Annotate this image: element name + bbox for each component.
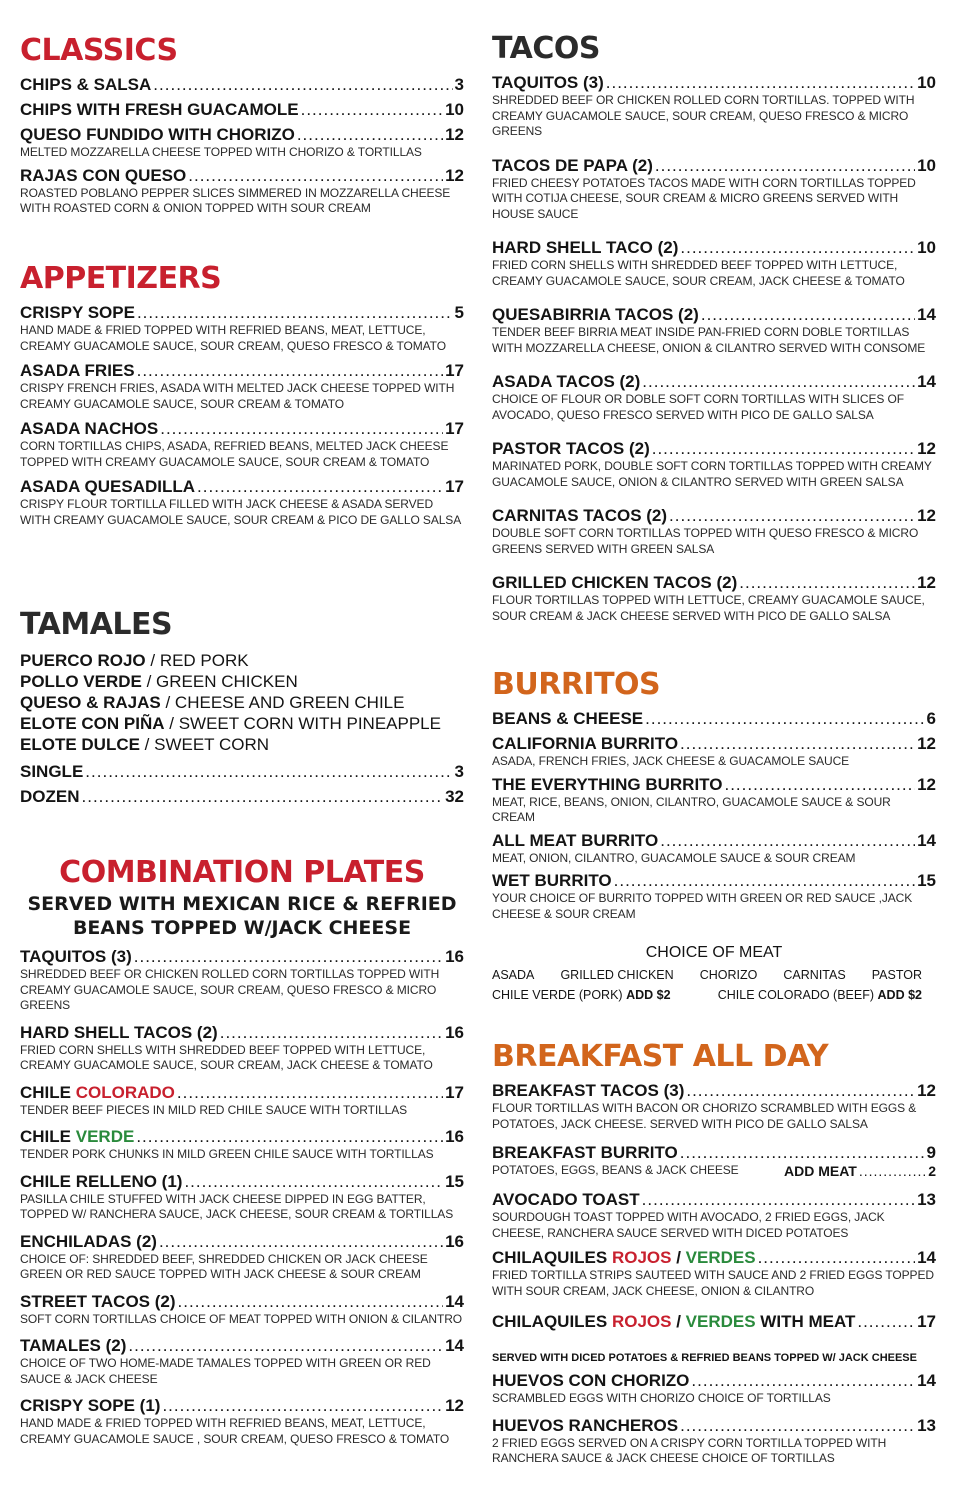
item-price: 16 [445,1231,464,1251]
tamale-variety: QUESO & RAJAS / CHEESE AND GREEN CHILE [20,693,405,712]
breakfast-section [492,1040,936,1467]
item-price: 14 [917,372,936,391]
leader-dots [680,237,915,258]
leader-dots [655,155,915,176]
menu-item [492,371,936,423]
leader-dots [128,1335,443,1356]
item-name: BREAKFAST BURRITO [492,1143,678,1162]
item-name: GRILLED CHICKEN TACOS (2) [492,573,738,592]
leader-dots [691,1370,915,1391]
item-price: 12 [917,1081,936,1100]
menu-item [20,1126,464,1163]
item-description: HAND MADE & FRIED TOPPED WITH REFRIED BEANS, MEAT, LETTUCE, CREAMY GUACAMOLE SAUCE , SOUR CREAM, QUESO FRESCO & TOMATO [20,1416,450,1446]
item-description: YOUR CHOICE OF BURRITO TOPPED WITH GREEN OR RED SAUCE ,JACK CHEESE & SOUR CREAM [492,891,913,921]
item-price: 10 [917,238,936,257]
item-description: MEAT, RICE, BEANS, ONION, CILANTRO, GUACAMOLE SAUCE & SOUR CREAM [492,794,891,824]
item-name: CRISPY SOPE [20,303,135,322]
item-description: FRIED TORTILLA STRIPS SAUTEED WITH SAUCE AND 2 FRIED EGGS TOPPED WITH SOUR CREAM, JACK CHEESE, ONION & CILANTRO [492,1268,934,1298]
item-name: THE EVERYTHING BURRITO [492,774,723,794]
item-name: QUESO FUNDIDO WITH CHORIZO [20,125,295,144]
leader-dots [857,1311,915,1332]
menu-item [20,124,464,161]
menu-item-chilaquiles-meat [492,1311,936,1332]
item-price: 32 [445,787,464,806]
meat-extra-chile-colorado: CHILE COLORADO (BEEF) ADD $2 [717,988,922,1002]
leader-dots [642,371,915,392]
item-name: CHILAQUILES ROJOS / VERDES [492,1248,756,1267]
item-name: HARD SHELL TACO (2) [492,238,679,257]
leader-dots [177,1082,443,1103]
meat-option: PASTOR [871,968,922,982]
menu-item [20,1082,464,1119]
item-description: SOFT CORN TORTILLAS CHOICE OF MEAT TOPPED WITH ONION & CILANTRO [20,1311,462,1326]
item-price: 13 [917,1190,936,1209]
item-description: SHREDDED BEEF OR CHICKEN ROLLED CORN TORTILLAS TOPPED WITH CREAMY GUACAMOLE SAUCE, SOUR CREAM, QUESO FRESCO & MICRO GREENS [20,967,440,1012]
tacos-title: TACOS [492,31,600,66]
burritos-title: BURRITOS [492,667,661,702]
menu-item [20,360,464,412]
menu-item [492,237,936,289]
item-name: STREET TACOS (2) [20,1291,176,1311]
leader-dots [642,1189,915,1210]
item-name: CHILE COLORADO [20,1082,175,1102]
menu-item [492,733,936,770]
item-price: 17 [917,1312,936,1331]
item-price: 16 [445,1022,464,1042]
item-price: 6 [926,709,936,728]
item-name: RAJAS CON QUESO [20,165,187,185]
classics-title: CLASSICS [20,33,178,68]
menu-item [20,786,464,807]
appetizers-section [20,262,464,528]
tacos-section [492,32,936,624]
menu-item [492,1415,936,1467]
item-description: FRIED CHEESY POTATOES TACOS MADE WITH CORN TORTILLAS TOPPED WITH COTIJA CHEESE, SOUR CREAM & MICRO GREENS SERVED WITH HOUSE SAUCE [492,175,916,221]
item-price: 12 [917,573,936,592]
item-name: CARNITAS TACOS (2) [492,506,668,525]
breakfast-title: BREAKFAST ALL DAY [492,1039,829,1074]
item-description: SOURDOUGH TOAST TOPPED WITH AVOCADO, 2 FRIED EGGS, JACK CHEESE, RANCHERA SAUCE SERVED WITH DICED POTATOES [492,1210,885,1240]
item-price: 14 [445,1291,464,1311]
item-name: AVOCADO TOAST [492,1190,640,1209]
item-description: POTATOES, EGGS, BEANS & JACK CHEESE [492,1163,739,1177]
menu-item [492,572,936,624]
combination-plates-section [20,856,464,1447]
item-name: ASADA NACHOS [20,419,159,438]
item-name: ASADA TACOS (2) [492,372,641,391]
item-price: 15 [917,871,936,890]
choice-of-meat [492,944,936,1002]
menu-item [20,1291,464,1328]
menu-item-chilaquiles [492,1247,936,1299]
menu-item [492,1370,936,1407]
menu-item [20,1335,464,1387]
item-price: 14 [917,305,936,324]
item-description: SHREDDED BEEF OR CHICKEN ROLLED CORN TORTILLAS. TOPPED WITH CREAMY GUACAMOLE SAUCE, SOUR CREAM, QUESO FRESCO & MICRO GREENS [492,93,915,138]
menu-item [20,302,464,354]
tamale-variety: ELOTE DULCE / SWEET CORN [20,735,270,754]
leader-dots [220,1022,443,1043]
menu-item [20,1022,464,1074]
item-name: QUESABIRRIA TACOS (2) [492,305,699,324]
tamale-varieties [20,650,464,755]
leader-dots [686,1080,915,1101]
tamale-variety: ELOTE CON PIÑA / SWEET CORN WITH PINEAPPLE [20,714,441,733]
item-description: FLOUR TORTILLAS WITH BACON OR CHORIZO SCRAMBLED WITH EGGS & POTATOES, JACK CHEESE. SERVED WITH PICO DE GALLO SALSA [492,1101,917,1131]
meat-option: CARNITAS [783,968,846,982]
leader-dots [134,946,443,967]
item-price: 3 [454,75,464,94]
item-price: 17 [445,361,464,380]
item-description: CHOICE OF TWO HOME-MADE TAMALES TOPPED WITH GREEN OR RED SAUCE & JACK CHEESE [20,1356,431,1386]
menu-item [20,165,464,217]
item-price: 10 [917,73,936,92]
add-meat-option: ADD MEAT ..... 2 [784,1163,936,1179]
breakfast-note: SERVED WITH DICED POTATOES & REFRIED BEANS TOPPED W/ JACK CHEESE [492,1352,917,1364]
choice-of-meat-title: CHOICE OF MEAT [645,944,783,961]
menu-item [20,418,464,470]
item-price: 10 [445,100,464,119]
item-name: TAMALES (2) [20,1336,127,1355]
item-price: 16 [445,1127,464,1146]
meat-option: GRILLED CHICKEN [560,968,674,982]
leader-dots [85,761,452,782]
item-description: ROASTED POBLANO PEPPER SLICES SIMMERED IN MOZZARELLA CHEESE WITH ROASTED CORN & ONION TOPPED WITH SOUR CREAM [20,185,451,215]
appetizers-title: APPETIZERS [20,261,222,296]
item-price: 12 [917,439,936,458]
combination-plates-subtitle: SERVED WITH MEXICAN RICE & REFRIED BEANS TOPPED W/JACK CHEESE [27,893,457,939]
leader-dots [739,572,915,593]
item-price: 9 [926,1143,936,1162]
item-price: 15 [445,1171,464,1191]
leader-dots [652,438,915,459]
leader-dots [724,774,915,795]
item-price: 16 [445,947,464,966]
item-price: 12 [445,165,464,185]
leader-dots [660,830,915,851]
item-price: 17 [445,419,464,438]
item-description: 2 FRIED EGGS SERVED ON A CRISPY CORN TORTILLA TOPPED WITH RANCHERA SAUCE & JACK CHEESE CHOICE OF TORTILLAS [492,1435,887,1465]
menu-item [492,774,936,826]
menu-item [492,870,936,922]
item-description: FRIED CORN SHELLS WITH SHREDDED BEEF TOPPED WITH LETTUCE, CREAMY GUACAMOLE SAUCE, SOUR CREAM, JACK CHEESE & TOMATO [492,258,905,288]
item-description: MEAT, ONION, CILANTRO, GUACAMOLE SAUCE & SOUR CREAM [492,850,856,865]
item-description: MELTED MOZZARELLA CHEESE TOPPED WITH CHORIZO & TORTILLAS [20,145,422,159]
leader-dots [160,418,443,439]
item-name: ASADA FRIES [20,361,135,380]
item-price: 12 [445,125,464,144]
item-name: CHIPS & SALSA [20,75,152,94]
item-price: 5 [454,303,464,322]
item-description: TENDER BEEF BIRRIA MEAT INSIDE PAN-FRIED CORN DOBLE TORTILLAS WITH MOZZARELLA CHEESE, ONION & CILANTRO SERVED WITH CONSOME [492,325,926,355]
item-name: CHILE VERDE [20,1127,135,1146]
tamales-title: TAMALES [20,607,173,642]
item-name: CHILAQUILES ROJOS / VERDES WITH MEAT [492,1312,856,1331]
menu-item [20,1171,464,1223]
leader-dots [178,1291,444,1312]
leader-dots [680,1415,915,1436]
item-description: DOUBLE SOFT CORN TORTILLAS TOPPED WITH QUESO FRESCO & MICRO GREENS SERVED WITH GREEN SALSA [492,526,919,556]
menu-item [20,946,464,1014]
meat-extra-chile-verde: CHILE VERDE (PORK) ADD $2 [492,988,671,1002]
item-name: CHILE RELLENO (1) [20,1171,183,1191]
item-description: FRIED CORN SHELLS WITH SHREDDED BEEF TOPPED WITH LETTUCE, CREAMY GUACAMOLE SAUCE, SOUR CREAM, JACK CHEESE & TOMATO [20,1042,433,1072]
item-name: CHIPS WITH FRESH GUACAMOLE [20,100,299,119]
classics-section [20,34,464,217]
item-description: FLOUR TORTILLAS TOPPED WITH LETTUCE, CREAMY GUACAMOLE SAUCE, SOUR CREAM & JACK CHEESE SERVED WITH PICO DE GALLO SALSA [492,593,925,623]
item-description: MARINATED PORK, DOUBLE SOFT CORN TORTILLAS TOPPED WITH CREAMY GUACAMOLE SAUCE, ONION & CILANTRO SERVED WITH GREEN SALSA [492,459,932,489]
item-price: 14 [917,1248,936,1267]
leader-dots [758,1247,916,1268]
leader-dots [136,1126,443,1147]
item-name: BREAKFAST TACOS (3) [492,1081,685,1100]
item-name: TACOS DE PAPA (2) [492,155,653,175]
combination-plates-title: COMBINATION PLATES [59,855,425,890]
menu-item [20,476,464,528]
item-name: PASTOR TACOS (2) [492,439,650,458]
meat-extras [492,988,936,1002]
leader-dots [159,1231,443,1252]
item-name: TAQUITOS (3) [492,73,604,92]
leader-dots [188,165,443,186]
item-name: HUEVOS RANCHEROS [492,1415,679,1435]
item-name: CALIFORNIA BURRITO [492,734,679,753]
item-price: 13 [917,1415,936,1435]
item-price: 17 [445,1082,464,1102]
leader-dots [701,304,915,325]
item-name: HUEVOS CON CHORIZO [492,1371,690,1390]
item-description: TENDER PORK CHUNKS IN MILD GREEN CHILE SAUCE WITH TORTILLAS [20,1147,434,1161]
item-name: ASADA QUESADILLA [20,477,196,496]
leader-dots [614,870,915,891]
item-price: 14 [445,1336,464,1355]
leader-dots [669,505,915,526]
tamales-section [20,608,464,807]
item-description: CORN TORTILLAS CHIPS, ASADA, REFRIED BEANS, MELTED JACK CHEESE TOPPED WITH CREAMY GUACAMOLE SAUCE, SOUR CREAM & TOMATO [20,439,449,469]
menu-item [492,830,936,867]
menu-item [20,74,464,95]
item-description: CRISPY FRENCH FRIES, ASADA WITH MELTED JACK CHEESE TOPPED WITH CREAMY GUACAMOLE SAUCE, SOUR CREAM & TOMATO [20,381,455,411]
menu-item [492,1189,936,1241]
leader-dots [153,74,452,95]
tamale-variety: POLLO VERDE / GREEN CHICKEN [20,672,298,691]
leader-dots [645,708,924,729]
item-price: 3 [454,762,464,781]
menu-item [492,72,936,140]
item-price: 17 [445,477,464,496]
menu-item [492,304,936,356]
item-description: CHOICE OF FLOUR OR DOBLE SOFT CORN TORTILLAS WITH SLICES OF AVOCADO, QUESO FRESCO SERVED WITH PICO DE GALLO SALSA [492,392,904,422]
item-name: ALL MEAT BURRITO [492,830,659,850]
item-description: TENDER BEEF PIECES IN MILD RED CHILE SAUCE WITH TORTILLAS [20,1102,408,1117]
burritos-section [492,668,936,1002]
leader-dots [680,1142,925,1163]
item-description: CRISPY FLOUR TORTILLA FILLED WITH JACK CHEESE & ASADA SERVED WITH CREAMY GUACAMOLE SAUCE, SOUR CREAM & PICO DE GALLO SALSA [20,497,462,527]
leader-dots [301,99,443,120]
item-price: 12 [917,506,936,525]
item-name: BEANS & CHEESE [492,709,644,728]
leader-dots [137,302,453,323]
item-description: ASADA, FRENCH FRIES, JACK CHEESE & GUACAMOLE SAUCE [492,754,850,768]
item-name: WET BURRITO [492,871,612,890]
item-price: 10 [917,155,936,175]
menu-item [492,438,936,490]
item-price: 12 [917,774,936,794]
menu-item [492,1080,936,1132]
item-name: HARD SHELL TACOS (2) [20,1022,218,1042]
item-price: 12 [445,1396,464,1415]
item-price: 14 [917,1371,936,1390]
leader-dots [606,72,915,93]
item-price: 12 [917,734,936,753]
leader-dots [297,124,443,145]
item-description: CHOICE OF: SHREDDED BEEF, SHREDDED CHICKEN OR JACK CHEESE GREEN OR RED SAUCE TOPPED WITH JACK CHEESE & SOUR CREAM [20,1251,428,1281]
item-description: HAND MADE & FRIED TOPPED WITH REFRIED BEANS, MEAT, LETTUCE, CREAMY GUACAMOLE SAUCE, SOUR CREAM, QUESO FRESCO & TOMATO [20,323,446,353]
item-description: PASILLA CHILE STUFFED WITH JACK CHEESE DIPPED IN EGG BATTER, TOPPED W/ RANCHERA SAUCE, JACK CHEESE, SOUR CREAM & TORTILLAS [20,1191,454,1221]
menu-item [492,155,936,223]
menu-item [20,1231,464,1283]
item-name: CRISPY SOPE (1) [20,1396,161,1415]
tamale-variety: PUERCO ROJO / RED PORK [20,651,249,670]
item-name: TAQUITOS (3) [20,947,132,966]
item-description: SCRAMBLED EGGS WITH CHORIZO CHOICE OF TORTILLAS [492,1391,831,1405]
meat-option: CHORIZO [699,968,758,982]
meat-options [492,968,936,982]
menu-item [20,1395,464,1447]
item-name: ENCHILADAS (2) [20,1231,157,1251]
item-name: SINGLE [20,762,84,781]
leader-dots [184,1171,443,1192]
leader-dots [680,733,915,754]
menu-item [20,761,464,782]
menu-item [492,708,936,729]
leader-dots [162,1395,443,1416]
menu-item [20,99,464,120]
leader-dots [137,360,443,381]
menu-item [492,505,936,557]
leader-dots [197,476,443,497]
item-price: 14 [917,830,936,850]
meat-option: ASADA [492,968,535,982]
leader-dots [82,786,444,807]
menu-item [492,1142,936,1179]
item-name: DOZEN [20,787,80,806]
